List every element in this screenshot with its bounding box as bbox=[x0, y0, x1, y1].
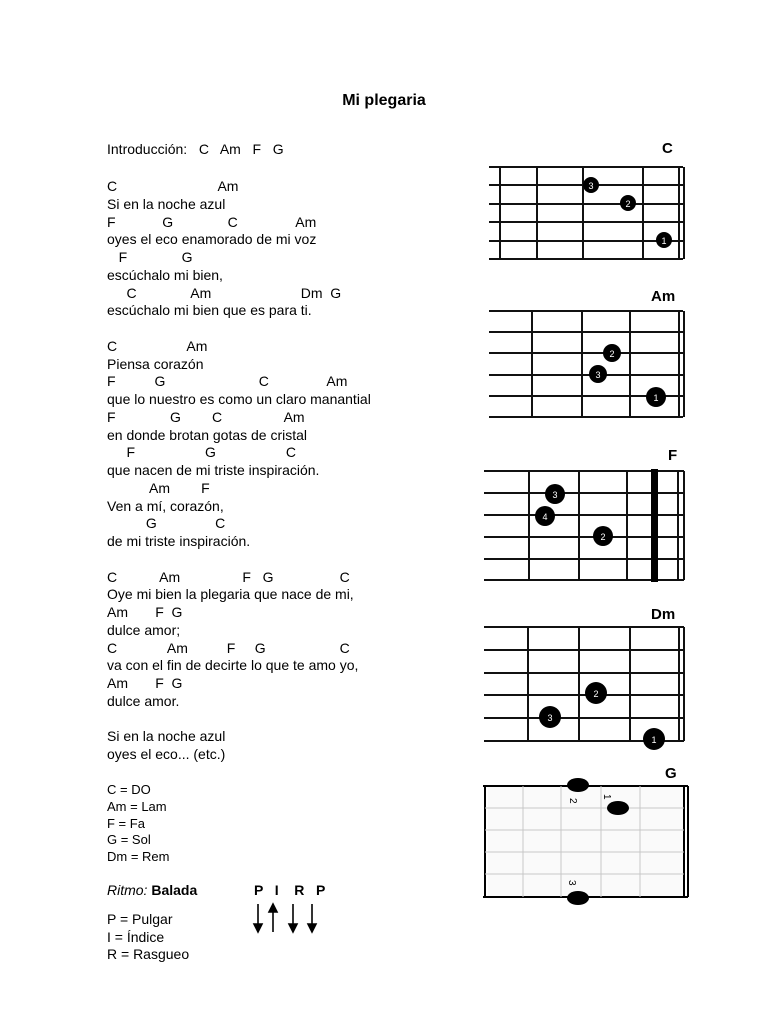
legend-item: Am = Lam bbox=[107, 798, 167, 814]
finger-dot bbox=[643, 728, 665, 750]
finger-number: 2 bbox=[600, 532, 606, 542]
arrow-down-icon bbox=[308, 904, 316, 932]
song-line: de mi triste inspiración. bbox=[107, 533, 251, 549]
chord-name-c: C bbox=[662, 140, 673, 157]
finger-number: 3 bbox=[547, 713, 553, 723]
finger-dot bbox=[646, 387, 666, 407]
song-line: C Am bbox=[107, 337, 208, 354]
rhythm-key-list bbox=[107, 911, 189, 964]
song-lyrics bbox=[107, 178, 371, 764]
rhythm-label: Ritmo: bbox=[107, 882, 148, 898]
finger-dot bbox=[620, 195, 636, 211]
finger-number: 2 bbox=[593, 689, 599, 699]
arrow-down-icon bbox=[289, 904, 297, 932]
finger-number: 2 bbox=[609, 349, 615, 359]
finger-number: 2 bbox=[625, 199, 631, 209]
chord-name-f: F bbox=[668, 447, 678, 464]
song-line: C Am bbox=[107, 178, 239, 194]
strum-arrows bbox=[248, 902, 328, 934]
arrow-down-icon bbox=[254, 904, 262, 932]
song-line: dulce amor; bbox=[107, 621, 181, 638]
song-line: C Am F G C bbox=[107, 568, 350, 585]
key-item: P = Pulgar bbox=[107, 911, 173, 927]
finger-number: 1 bbox=[651, 735, 657, 745]
song-line: Oye mi bien la plegaria que nace de mi, bbox=[107, 586, 354, 603]
finger-number: 3 bbox=[595, 370, 601, 380]
chord-legend bbox=[107, 782, 169, 866]
finger-number: 3 bbox=[566, 880, 577, 886]
rhythm-line bbox=[107, 882, 197, 898]
song-line: Si en la noche azul bbox=[107, 195, 226, 212]
finger-number: 1 bbox=[653, 393, 659, 403]
finger-dot bbox=[583, 177, 599, 193]
finger-dot bbox=[603, 344, 621, 362]
song-line: dulce amor. bbox=[107, 692, 180, 709]
finger-number: 3 bbox=[588, 181, 594, 191]
barre-bar bbox=[651, 469, 658, 582]
song-line: que lo nuestro es como un claro manantial bbox=[107, 391, 371, 407]
song-line: escúchalo mi bien, bbox=[107, 266, 223, 283]
chord-diagram-c bbox=[487, 163, 687, 263]
song-line: F G bbox=[107, 249, 193, 265]
song-line: Am F bbox=[107, 479, 210, 496]
song-line: va con el fin de decirte lo que te amo yo, bbox=[107, 657, 359, 674]
song-line: F G C bbox=[107, 444, 297, 461]
song-line: Si en la noche azul bbox=[107, 728, 226, 745]
chord-diagram-f bbox=[482, 469, 688, 581]
finger-number: 2 bbox=[567, 798, 578, 804]
finger-dot bbox=[545, 484, 565, 504]
song-line: oyes el eco... (etc.) bbox=[107, 746, 226, 762]
finger-number: 1 bbox=[601, 794, 612, 800]
chord-diagram-am bbox=[487, 309, 687, 421]
stanza-gap bbox=[107, 711, 371, 729]
song-line: oyes el eco enamorado de mi voz bbox=[107, 231, 317, 248]
key-item: I = Índice bbox=[107, 928, 165, 945]
key-item: R = Rasgueo bbox=[107, 946, 190, 962]
chord-diagram-g bbox=[480, 776, 690, 906]
chord-name-g: G bbox=[665, 765, 677, 782]
chord-diagram-dm bbox=[482, 625, 688, 745]
finger-number: 4 bbox=[542, 512, 548, 522]
rhythm-value: Balada bbox=[151, 882, 198, 898]
legend-item: Dm = Rem bbox=[107, 849, 170, 865]
song-line: F G C Am bbox=[107, 373, 348, 390]
finger-dot bbox=[539, 706, 561, 728]
legend-item: G = Sol bbox=[107, 832, 151, 848]
song-line: F G C Am bbox=[107, 213, 317, 230]
song-line: C Am F G C bbox=[107, 639, 350, 656]
finger-dot bbox=[589, 365, 607, 383]
finger-dot bbox=[535, 506, 555, 526]
song-line: Ven a mí, corazón, bbox=[107, 497, 224, 514]
song-line: C Am Dm G bbox=[107, 284, 342, 301]
finger-number: 3 bbox=[552, 490, 558, 500]
song-line: Am F G bbox=[107, 604, 183, 620]
song-line: en donde brotan gotas de cristal bbox=[107, 426, 308, 443]
intro-line: Introducción: C Am F G bbox=[107, 141, 284, 157]
chord-name-am: Am bbox=[651, 288, 676, 305]
song-line: F G C Am bbox=[107, 408, 305, 425]
finger-dot bbox=[656, 232, 672, 248]
finger-dot bbox=[585, 682, 607, 704]
song-line: G C bbox=[107, 515, 226, 532]
song-line: Am F G bbox=[107, 675, 183, 691]
song-line: escúchalo mi bien que es para ti. bbox=[107, 302, 312, 319]
stanza-gap bbox=[107, 551, 371, 569]
song-line: Piensa corazón bbox=[107, 355, 204, 372]
finger-number: 1 bbox=[661, 236, 667, 246]
legend-item: F = Fa bbox=[107, 815, 145, 831]
song-line: que nacen de mi triste inspiración. bbox=[107, 462, 320, 478]
finger-dot bbox=[593, 526, 613, 546]
arrow-up-icon bbox=[269, 904, 277, 932]
stanza-gap bbox=[107, 320, 371, 338]
legend-item: C = DO bbox=[107, 782, 151, 797]
page-title: Mi plegaria bbox=[342, 92, 426, 109]
rhythm-pattern: P I R P bbox=[254, 882, 326, 898]
chord-name-dm: Dm bbox=[651, 606, 676, 623]
